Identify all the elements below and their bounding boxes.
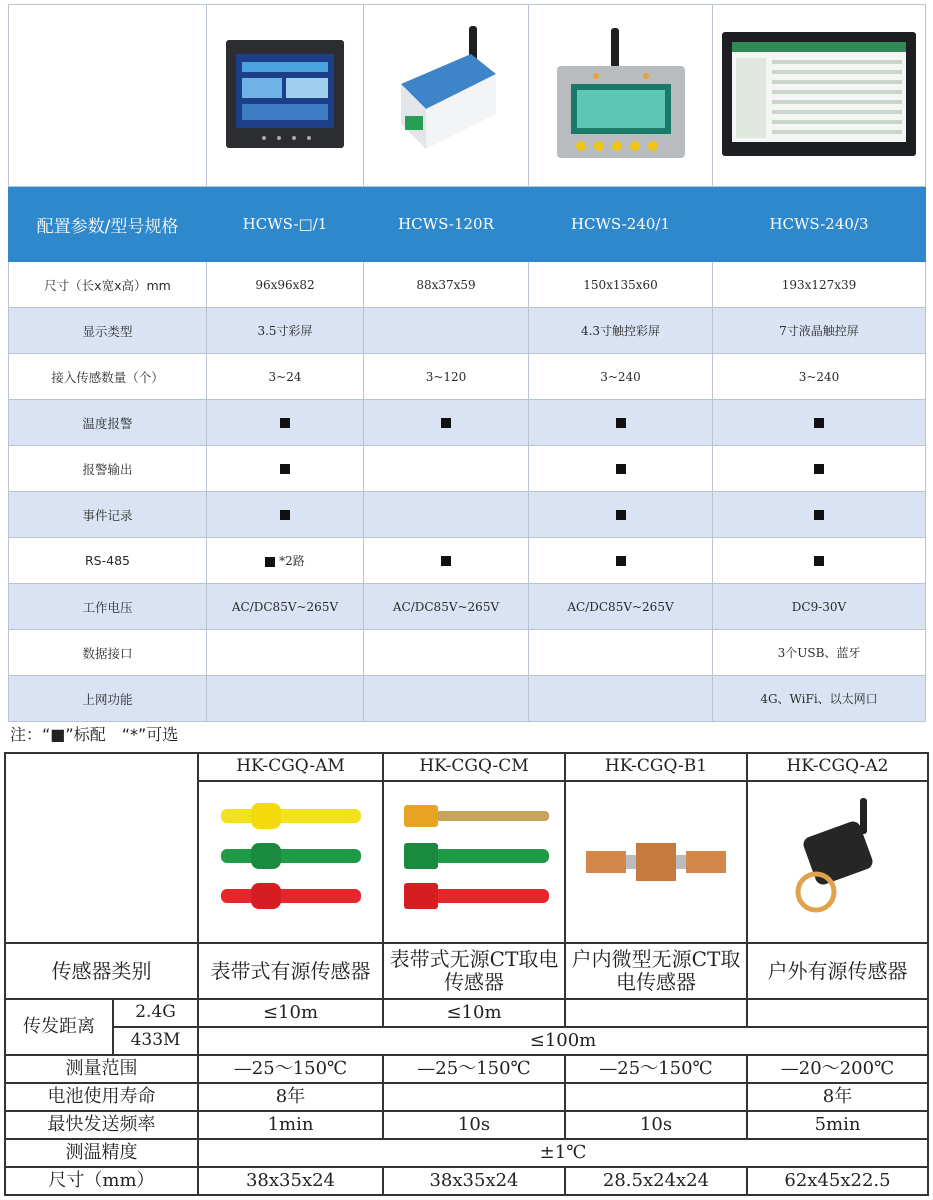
mark-cell (207, 446, 364, 492)
category-3: 户内微型无源CT取电传感器 (565, 943, 747, 999)
row-label: 数据接口 (9, 630, 207, 676)
cell: 88x37x59 (364, 262, 529, 308)
cell: AC/DC85V~265V (529, 584, 713, 630)
cell (529, 630, 713, 676)
spec-row-sensor-count (9, 354, 926, 400)
cell: 3~24 (207, 354, 364, 400)
cell: 96x96x82 (207, 262, 364, 308)
cell: AC/DC85V~265V (207, 584, 364, 630)
cell: 193x127x39 (713, 262, 926, 308)
sensor-image-b1 (565, 781, 747, 943)
spec-row-voltage (9, 584, 926, 630)
cell: 4.3寸触控彩屏 (529, 308, 713, 354)
range-2: —25～150℃ (383, 1055, 565, 1083)
standard-mark-icon (280, 418, 290, 428)
standard-mark-icon (616, 510, 626, 520)
accuracy-label: 测温精度 (5, 1139, 198, 1167)
empty-cell (747, 999, 928, 1027)
band-2-4g: 2.4G (113, 999, 198, 1027)
battery-3 (565, 1083, 747, 1111)
battery-4: 8年 (747, 1083, 928, 1111)
cell: 150x135x60 (529, 262, 713, 308)
distance-label: 传发距离 (5, 999, 113, 1055)
cell: 4G、WiFi、以太网口 (713, 676, 926, 722)
range-label: 测量范围 (5, 1055, 198, 1083)
range-1: —25～150℃ (198, 1055, 383, 1083)
row-label: 工作电压 (9, 584, 207, 630)
cell (529, 676, 713, 722)
freq-label: 最快发送频率 (5, 1111, 198, 1139)
cell (364, 308, 529, 354)
dist-433: ≤100m (198, 1027, 928, 1055)
model-header-1: HCWS-□/1 (207, 187, 364, 262)
mark-cell (529, 492, 713, 538)
sensor-image-am (198, 781, 383, 943)
sensor-model-3: HK-CGQ-B1 (565, 753, 747, 781)
sensor-image-cm (383, 781, 565, 943)
dist-24-am: ≤10m (198, 999, 383, 1027)
spec-row-data-interface (9, 630, 926, 676)
model-header-4: HCWS-240/3 (713, 187, 926, 262)
header-label: 配置参数/型号规格 (9, 187, 207, 262)
standard-mark-icon (814, 510, 824, 520)
standard-mark-icon (441, 418, 451, 428)
cell (207, 630, 364, 676)
freq-4: 5min (747, 1111, 928, 1139)
mark-cell (364, 538, 529, 584)
sensor-image-a2 (747, 781, 928, 943)
row-label: 尺寸（长x宽x高）mm (9, 262, 207, 308)
standard-mark-icon (814, 464, 824, 474)
cell: 3~240 (529, 354, 713, 400)
sensor-model-2: HK-CGQ-CM (383, 753, 565, 781)
cell: 3~240 (713, 354, 926, 400)
mark-cell (713, 492, 926, 538)
row-label: 事件记录 (9, 492, 207, 538)
sensor-spec-table (4, 752, 929, 1196)
sensor-model-4: HK-CGQ-A2 (747, 753, 928, 781)
sensor-model-1: HK-CGQ-AM (198, 753, 383, 781)
spec-row-rs485 (9, 538, 926, 584)
freq-2: 10s (383, 1111, 565, 1139)
spec-row-size (9, 262, 926, 308)
row-label: 接入传感数量（个） (9, 354, 207, 400)
cell: 3~120 (364, 354, 529, 400)
cell: 7寸液晶触控屏 (713, 308, 926, 354)
spec-row-alarm-output (9, 446, 926, 492)
mark-cell (713, 538, 926, 584)
row-label: 温度报警 (9, 400, 207, 446)
row-label: 上网功能 (9, 676, 207, 722)
row-label: RS-485 (9, 538, 207, 584)
standard-mark-icon (616, 556, 626, 566)
cell: DC9-30V (713, 584, 926, 630)
battery-label: 电池使用寿命 (5, 1083, 198, 1111)
product-image-hcws-120r (364, 5, 529, 187)
mark-cell (207, 538, 364, 584)
size-3: 28.5x24x24 (565, 1167, 747, 1195)
standard-mark-icon (814, 418, 824, 428)
mark-cell (713, 446, 926, 492)
category-label: 传感器类别 (5, 943, 198, 999)
optional-note: *2路 (279, 554, 305, 568)
mark-cell (713, 400, 926, 446)
cell (364, 676, 529, 722)
model-header-3: HCWS-240/1 (529, 187, 713, 262)
cell (364, 630, 529, 676)
empty-cell (364, 492, 529, 538)
battery-2 (383, 1083, 565, 1111)
standard-mark-icon (441, 556, 451, 566)
empty-cell (364, 446, 529, 492)
standard-mark-icon (280, 464, 290, 474)
standard-mark-icon (814, 556, 824, 566)
controller-spec-table (8, 4, 926, 722)
standard-mark-icon (280, 510, 290, 520)
size-label: 尺寸（mm） (5, 1167, 198, 1195)
spec-row-display (9, 308, 926, 354)
cell (207, 676, 364, 722)
spec-row-temp-alarm (9, 400, 926, 446)
range-4: —20～200℃ (747, 1055, 928, 1083)
category-4: 户外有源传感器 (747, 943, 928, 999)
row-label: 报警输出 (9, 446, 207, 492)
cell: 3.5寸彩屏 (207, 308, 364, 354)
standard-mark-icon (265, 557, 275, 567)
product-image-hcws-240-3 (713, 5, 926, 187)
standard-mark-icon (616, 464, 626, 474)
category-2: 表带式无源CT取电传感器 (383, 943, 565, 999)
size-2: 38x35x24 (383, 1167, 565, 1195)
mark-cell (207, 400, 364, 446)
mark-cell (364, 400, 529, 446)
mark-cell (529, 538, 713, 584)
cell: 3个USB、蓝牙 (713, 630, 926, 676)
blank-corner-cell (5, 753, 198, 943)
dist-24-cm: ≤10m (383, 999, 565, 1027)
freq-1: 1min (198, 1111, 383, 1139)
category-1: 表带式有源传感器 (198, 943, 383, 999)
standard-mark-icon (616, 418, 626, 428)
spec-row-network (9, 676, 926, 722)
blank-corner-cell (9, 5, 207, 187)
mark-cell (529, 446, 713, 492)
band-433m: 433M (113, 1027, 198, 1055)
size-1: 38x35x24 (198, 1167, 383, 1195)
range-3: —25～150℃ (565, 1055, 747, 1083)
mark-cell (207, 492, 364, 538)
empty-cell (565, 999, 747, 1027)
model-header-2: HCWS-120R (364, 187, 529, 262)
battery-1: 8年 (198, 1083, 383, 1111)
mark-cell (529, 400, 713, 446)
product-image-hcws-240-1 (529, 5, 713, 187)
legend-note: 注：“■”标配 “*”可选 (10, 725, 179, 744)
size-4: 62x45x22.5 (747, 1167, 928, 1195)
product-image-hcws-1 (207, 5, 364, 187)
cell: AC/DC85V~265V (364, 584, 529, 630)
freq-3: 10s (565, 1111, 747, 1139)
spec-row-event-log (9, 492, 926, 538)
row-label: 显示类型 (9, 308, 207, 354)
accuracy-value: ±1℃ (198, 1139, 928, 1167)
